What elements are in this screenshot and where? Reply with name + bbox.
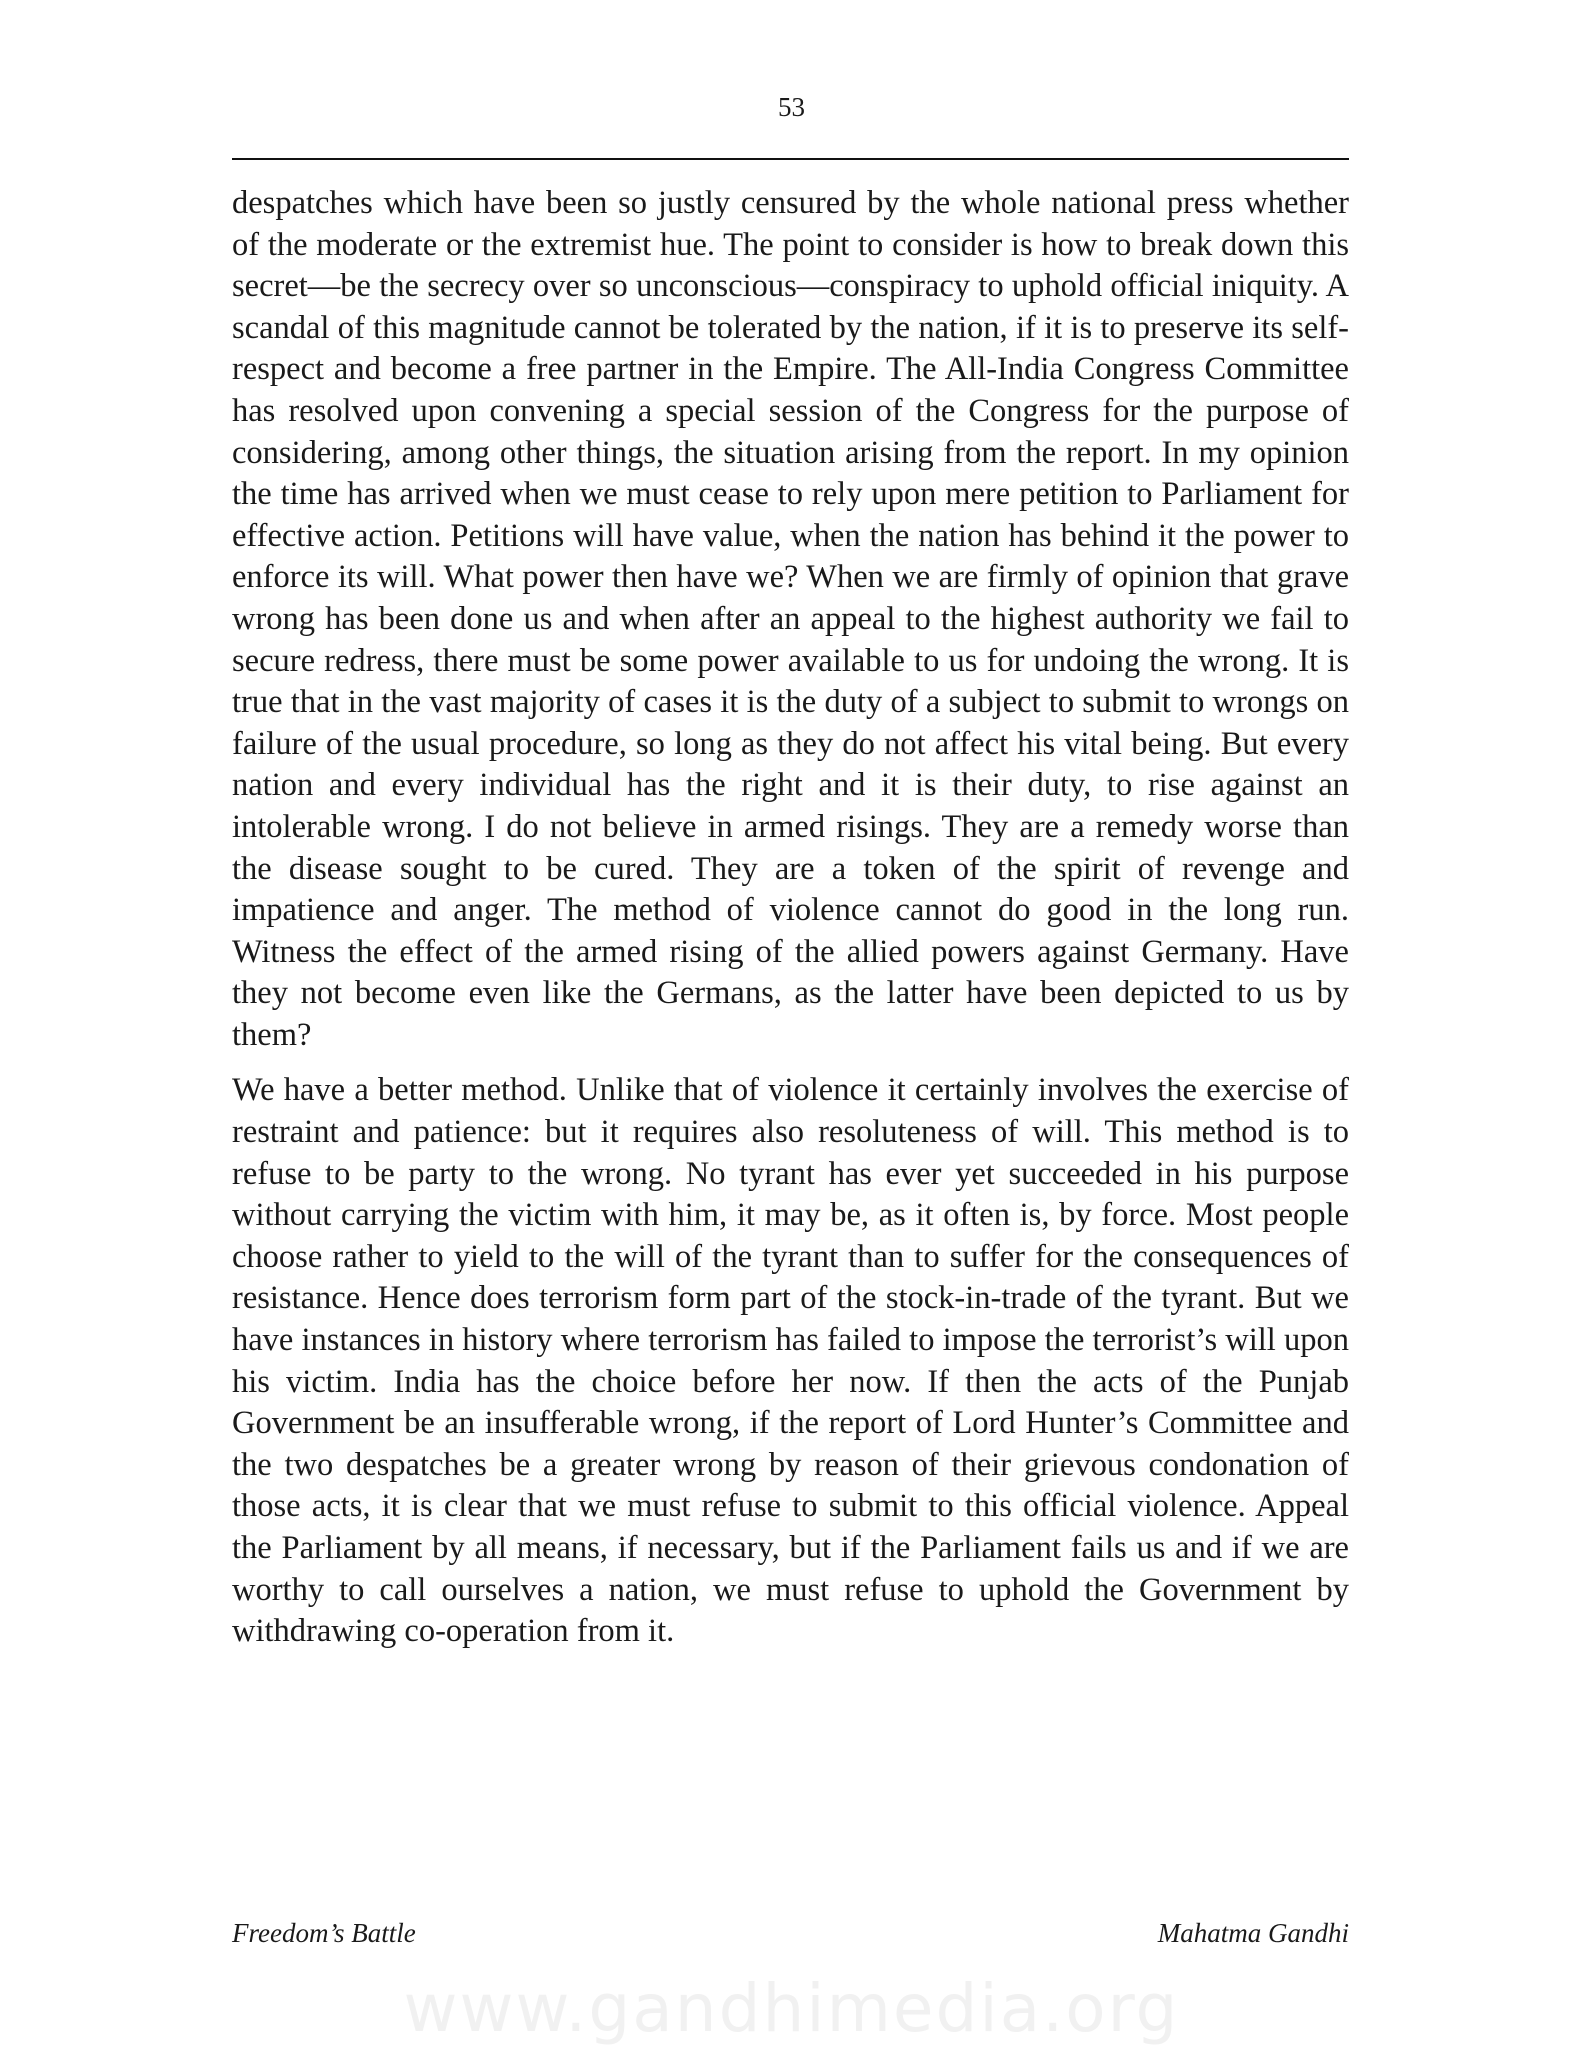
page-body [232,183,1349,1653]
footer-book-title: Freedom’s Battle [232,1918,416,1948]
header-divider [232,158,1349,160]
watermark: www.gandhimedia.org [403,1970,1180,2047]
footer-author: Mahatma Gandhi [1157,1918,1349,1948]
body-paragraph: We have a better method. Unlike that of violence it certainly involves the exercise of restraint and patience: but it requires also resoluteness of will. This method is to refuse to be party to the wrong. No tyrant has ever yet succeeded in his purpose without carrying the victim with him, it may be, as it often is, by force. Most people choose rather to yield to the will of the tyrant than to suffer for the consequences of resistance. Hence does terrorism form part of the stock-in-trade of the tyrant. But we have instances in history where terrorism has failed to impose the terrorist’s will upon his victim. India has the choice before her now. If then the acts of the Punjab Government be an insufferable wrong, if the report of Lord Hunter’s Committee and the two despatches be a greater wrong by reason of their grievous condonation of those acts, it is clear that we must refuse to submit to this official violence. Appeal the Parliament by all means, if necessary, but if the Parliament fails us and if we are worthy to call ourselves a nation, we must refuse to uphold the Government by withdrawing co-operation from it. [232,1072,1349,1650]
body-paragraph: despatches which have been so justly censured by the whole national press whether of the moderate or the extremist hue. The point to consider is how to break down this secret—be the secrecy over so unconscious—conspiracy to uphold official iniquity. A scandal of this magnitude cannot be tolerated by the nation, if it is to preserve its self-respect and become a free partner in the Empire. The All-India Congress Committee has resolved upon convening a special session of the Congress for the purpose of considering, among other things, the situation arising from the report. In my opinion the time has arrived when we must cease to rely upon mere petition to Parliament for effective action. Petitions will have value, when the nation has behind it the power to enforce its will. What power then have we? When we are firmly of opinion that grave wrong has been done us and when after an appeal to the highest authority we fail to secure redress, there must be some power available to us for undoing the wrong. It is true that in the vast majority of cases it is the duty of a subject to submit to wrongs on failure of the usual procedure, so long as they do not affect his vital being. But every nation and every individual has the right and it is their duty, to rise against an intolerable wrong. I do not believe in armed risings. They are a remedy worse than the disease sought to be cured. They are a token of the spirit of revenge and impatience and anger. The method of violence cannot do good in the long run. Witness the effect of the armed rising of the allied powers against Germany. Have they not become even like the Germans, as the latter have been depicted to us by them? [232,185,1349,1053]
page-number: 53 [778,92,805,122]
